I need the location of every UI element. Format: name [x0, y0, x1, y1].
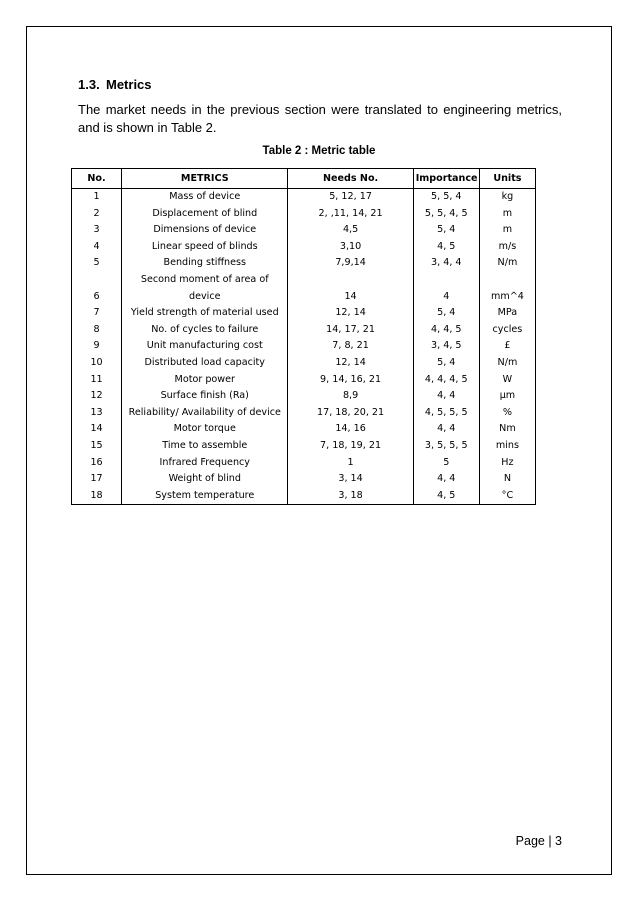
cell-importance: 4, 5: [413, 239, 479, 256]
header-units: Units: [479, 169, 535, 189]
cell-units: m/s: [479, 239, 535, 256]
table-row: [72, 471, 536, 488]
table-row: [72, 388, 536, 405]
cell-units: N/m: [479, 255, 535, 272]
table-body: [72, 189, 536, 505]
cell-no: 6: [72, 272, 122, 305]
cell-importance: 3, 5, 5, 5: [413, 438, 479, 455]
cell-importance: 4, 5, 5, 5: [413, 405, 479, 422]
intro-paragraph: The market needs in the previous section were translated to engineering metrics, and is shown in Table 2.: [78, 102, 562, 135]
cell-importance: 4: [413, 272, 479, 305]
cell-units: m: [479, 206, 535, 223]
header-needs: Needs No.: [288, 169, 413, 189]
table-row: [72, 338, 536, 355]
cell-no: 12: [72, 388, 122, 405]
cell-needs: 9, 14, 16, 21: [288, 372, 413, 389]
table-header-row: [72, 169, 536, 189]
cell-units: N/m: [479, 355, 535, 372]
cell-metric: Surface finish (Ra): [122, 388, 288, 405]
cell-importance: 3, 4, 5: [413, 338, 479, 355]
metric-table: [71, 168, 536, 505]
table-row: [72, 272, 536, 305]
table-row: [72, 239, 536, 256]
cell-metric: Bending stiffness: [122, 255, 288, 272]
cell-units: cycles: [479, 322, 535, 339]
table-row: [72, 255, 536, 272]
cell-needs: 14: [288, 272, 413, 305]
cell-metric: No. of cycles to failure: [122, 322, 288, 339]
cell-no: 17: [72, 471, 122, 488]
cell-metric: Displacement of blind: [122, 206, 288, 223]
cell-importance: 5, 4: [413, 305, 479, 322]
cell-metric: Motor power: [122, 372, 288, 389]
cell-no: 16: [72, 455, 122, 472]
header-metrics: METRICS: [122, 169, 288, 189]
cell-needs: 14, 16: [288, 421, 413, 438]
cell-needs: 5, 12, 17: [288, 189, 413, 206]
cell-metric: Reliability/ Availability of device: [122, 405, 288, 422]
cell-no: 4: [72, 239, 122, 256]
cell-metric: Time to assemble: [122, 438, 288, 455]
cell-needs: 7,9,14: [288, 255, 413, 272]
cell-importance: 5: [413, 455, 479, 472]
cell-metric: Mass of device: [122, 189, 288, 206]
cell-needs: 4,5: [288, 222, 413, 239]
cell-units: N: [479, 471, 535, 488]
cell-no: 9: [72, 338, 122, 355]
cell-importance: 3, 4, 4: [413, 255, 479, 272]
cell-needs: 7, 8, 21: [288, 338, 413, 355]
table-row: [72, 455, 536, 472]
cell-needs: 8,9: [288, 388, 413, 405]
cell-units: W: [479, 372, 535, 389]
table-caption: Table 2 : Metric table: [262, 145, 376, 157]
cell-no: 14: [72, 421, 122, 438]
cell-units: mins: [479, 438, 535, 455]
cell-importance: 4, 4: [413, 421, 479, 438]
cell-no: 10: [72, 355, 122, 372]
cell-units: %: [479, 405, 535, 422]
cell-no: 11: [72, 372, 122, 389]
cell-units: mm^4: [479, 272, 535, 305]
cell-metric: System temperature: [122, 488, 288, 505]
table-row: [72, 438, 536, 455]
cell-metric: Weight of blind: [122, 471, 288, 488]
cell-units: m: [479, 222, 535, 239]
cell-units: MPa: [479, 305, 535, 322]
cell-no: 7: [72, 305, 122, 322]
header-importance: Importance: [413, 169, 479, 189]
cell-no: 18: [72, 488, 122, 505]
cell-needs: 14, 17, 21: [288, 322, 413, 339]
header-no: No.: [72, 169, 122, 189]
table-row: [72, 421, 536, 438]
cell-importance: 5, 5, 4, 5: [413, 206, 479, 223]
table-row: [72, 206, 536, 223]
cell-no: 15: [72, 438, 122, 455]
section-heading: [78, 77, 152, 92]
cell-needs: 2, ,11, 14, 21: [288, 206, 413, 223]
cell-no: 3: [72, 222, 122, 239]
cell-needs: 12, 14: [288, 305, 413, 322]
cell-units: µm: [479, 388, 535, 405]
cell-needs: 17, 18, 20, 21: [288, 405, 413, 422]
cell-no: 8: [72, 322, 122, 339]
table-row: [72, 405, 536, 422]
cell-metric: Motor torque: [122, 421, 288, 438]
cell-needs: 3, 14: [288, 471, 413, 488]
cell-no: 5: [72, 255, 122, 272]
cell-metric: Yield strength of material used: [122, 305, 288, 322]
cell-metric: Linear speed of blinds: [122, 239, 288, 256]
cell-units: °C: [479, 488, 535, 505]
table-row: [72, 222, 536, 239]
cell-metric: Distributed load capacity: [122, 355, 288, 372]
cell-importance: 5, 5, 4: [413, 189, 479, 206]
cell-importance: 5, 4: [413, 222, 479, 239]
table-row: [72, 488, 536, 505]
section-number: 1.3.: [78, 77, 100, 92]
cell-needs: 7, 18, 19, 21: [288, 438, 413, 455]
cell-units: Nm: [479, 421, 535, 438]
cell-importance: 5, 4: [413, 355, 479, 372]
cell-metric: Dimensions of device: [122, 222, 288, 239]
cell-units: Hz: [479, 455, 535, 472]
table-row: [72, 305, 536, 322]
cell-units: £: [479, 338, 535, 355]
cell-importance: 4, 4: [413, 471, 479, 488]
cell-needs: 1: [288, 455, 413, 472]
table-row: [72, 372, 536, 389]
cell-metric: Unit manufacturing cost: [122, 338, 288, 355]
cell-importance: 4, 4: [413, 388, 479, 405]
cell-needs: 3, 18: [288, 488, 413, 505]
cell-no: 2: [72, 206, 122, 223]
cell-importance: 4, 4, 5: [413, 322, 479, 339]
cell-needs: 12, 14: [288, 355, 413, 372]
cell-no: 1: [72, 189, 122, 206]
cell-metric: Infrared Frequency: [122, 455, 288, 472]
table-row: [72, 322, 536, 339]
section-title: Metrics: [106, 77, 152, 92]
cell-units: kg: [479, 189, 535, 206]
cell-importance: 4, 4, 4, 5: [413, 372, 479, 389]
page-number: Page | 3: [515, 834, 562, 848]
cell-needs: 3,10: [288, 239, 413, 256]
cell-metric: Second moment of area of device: [122, 272, 288, 305]
cell-importance: 4, 5: [413, 488, 479, 505]
cell-no: 13: [72, 405, 122, 422]
table-row: [72, 189, 536, 206]
table-row: [72, 355, 536, 372]
